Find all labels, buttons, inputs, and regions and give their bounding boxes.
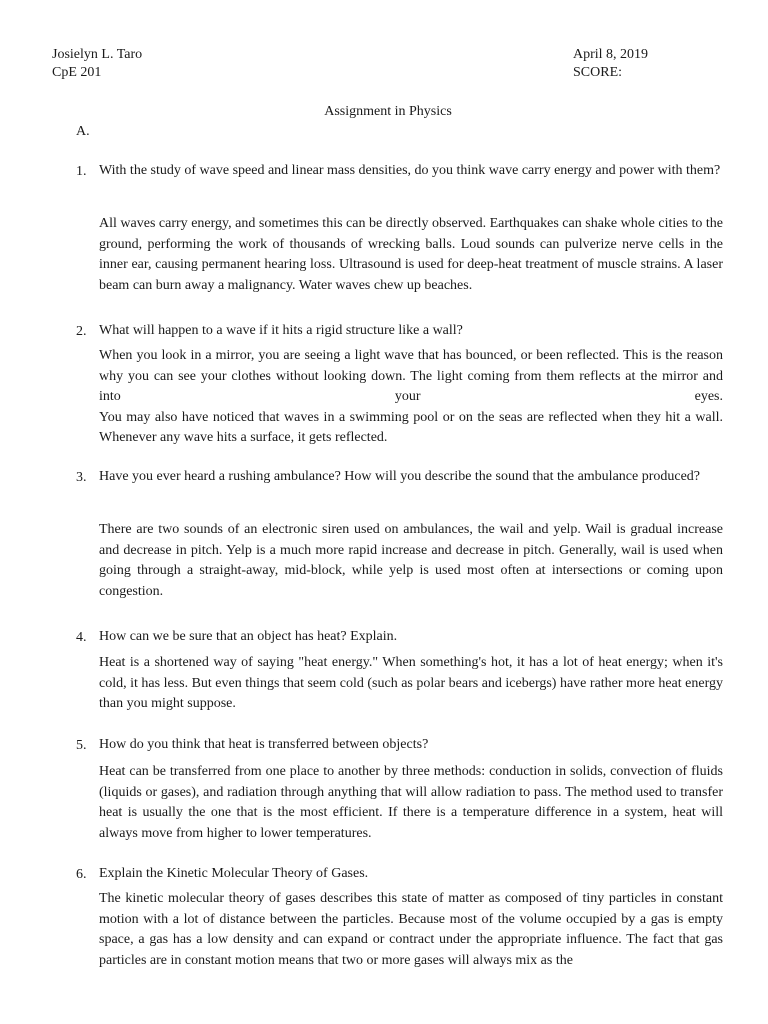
question-number: 3. [76, 470, 87, 485]
answer-text: All waves carry energy, and sometimes this can be directly observed. Earthquakes can shake whole cities to the ground, performing the work of thousands of wrecking balls. Loud sounds can pulverize nerve cells in the inner ear, causing permanent hearing loss. Ultrasound is used for deep-heat treatment of muscle strains. A laser beam can burn away a malignancy. Water waves chew up beaches. [99, 216, 723, 293]
date: April 8, 2019 [573, 47, 649, 62]
question-number: 2. [76, 324, 87, 339]
question-number: 6. [76, 867, 87, 882]
answer-text [99, 346, 723, 449]
answer-paragraph: You may also have noticed that waves in a swimming pool or on the seas are reflected when they hit a wall. Whenever any wave hits a surface, it gets reflected. [99, 409, 723, 446]
student-name: Josielyn L. Taro [52, 47, 143, 62]
question-text: Have you ever heard a rushing ambulance? How will you describe the sound that the ambulance produced? [99, 469, 701, 484]
question-number: 5. [76, 738, 87, 753]
course-code: CpE 201 [52, 65, 102, 80]
question-text: How do you think that heat is transferred between objects? [99, 737, 429, 752]
question-text: With the study of wave speed and linear mass densities, do you think wave carry energy and power with them? [99, 163, 721, 178]
score-label: SCORE: [573, 65, 623, 80]
answer-text: Heat can be transferred from one place to another by three methods: conduction in solids, convection of fluids (liquids or gases), and radiation through anything that will allow radiation to pass. The method used to transfer heat is usually the one that is the most efficient. If there is a temperature difference in a system, heat will always move from higher to lower temperatures. [99, 764, 723, 841]
section-label: A. [76, 124, 90, 139]
answer-text: The kinetic molecular theory of gases describes this state of matter as composed of tiny particles in constant motion with a lot of distance between the particles. Because most of the volume occupied by a gas is empty space, a gas has a low density and can expand or contract under the appropriate influence. The fact that gas particles are in constant motion means that two or more gases will always mix as the [99, 891, 723, 968]
answer-paragraph: When you look in a mirror, you are seeing a light wave that has bounced, or been reflected. This is the reason why you can see your clothes without looking down. The light coming from them reflects at the mirror and into your eyes. [99, 348, 723, 405]
question-number: 1. [76, 164, 87, 179]
question-number: 4. [76, 630, 87, 645]
question-text: How can we be sure that an object has heat? Explain. [99, 629, 398, 644]
question-text: What will happen to a wave if it hits a rigid structure like a wall? [99, 323, 463, 338]
answer-text: Heat is a shortened way of saying "heat energy." When something's hot, it has a lot of heat energy; when it's cold, it has less. But even things that seem cold (such as polar bears and icebergs) have rather more heat energy than you might suppose. [99, 655, 723, 712]
question-text: Explain the Kinetic Molecular Theory of Gases. [99, 866, 369, 881]
document-title: Assignment in Physics [324, 104, 452, 119]
date-score-block [573, 46, 648, 82]
student-info [52, 46, 142, 82]
answer-text: There are two sounds of an electronic siren used on ambulances, the wail and yelp. Wail is gradual increase and decrease in pitch. Yelp is a much more rapid increase and decrease in pitch. Generally, wail is used when going through a straight-away, mid-block, while yelp is used most often at intersections or coming upon congestion. [99, 522, 723, 599]
